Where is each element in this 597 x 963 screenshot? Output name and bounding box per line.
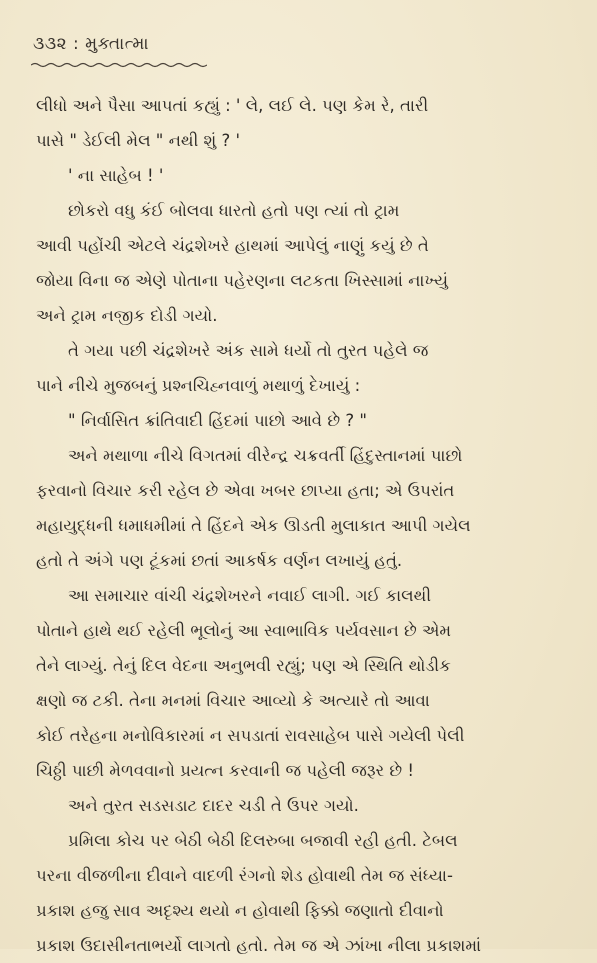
text-line: અને ટ્રામ નજીક દોડી ગયો.	[36, 306, 218, 325]
text-line: પાને નીચે મુજબનું પ્રશ્નચિહ્નવાળું મથાળું દેખાયું :	[36, 376, 361, 395]
text-line: આવી પહોંચી એટલે ચંદ્રશેખરે હાથમાં આપેલું નાણું કયું છે તે	[36, 236, 429, 255]
text-line: લીધો અને પૈસા આપતાં કહ્યું : ' લે, લઈ લે. પણ કેમ રે, તારી	[36, 96, 429, 115]
text-line: ફરવાનો વિચાર કરી રહેલ છે એવા ખબર છાપ્યા હતા; એ ઉપરાંત	[36, 481, 455, 500]
text-line: છોકરો વધુ કંઈ બોલવા ધારતો હતો પણ ત્યાં તો ટ્રામ	[68, 201, 400, 220]
text-line: હતો તે અંગે પણ ટૂંકમાં છતાં આકર્ષક વર્ણન લખાયું હતું.	[36, 551, 403, 570]
body-text	[36, 88, 568, 963]
text-line: તે ગયા પછી ચંદ્રશેખરે અંક સામે ધર્યો તો તુરત પહેલે જ	[68, 341, 429, 360]
text-line: અને મથાળા નીચે વિગતમાં વીરેન્દ્ર ચક્રવર્તી હિંદુસ્તાનમાં પાછો	[68, 446, 463, 465]
text-line: પરના વીજળીના દીવાને વાદળી રંગનો શેડ હોવાથી તેમ જ સંધ્યા-	[36, 866, 453, 885]
text-line: ક્ષણો જ ટકી. તેના મનમાં વિચાર આવ્યો કે અત્યારે તો આવા	[36, 691, 430, 710]
running-head-underline	[31, 62, 207, 68]
text-line: આ સમાચાર વાંચી ચંદ્રશેખરને નવાઈ લાગી. ગઈ કાલથી	[68, 586, 432, 605]
text-line: અને તુરત સડસડાટ દાદર ચડી તે ઉપર ગયો.	[68, 796, 359, 815]
text-line: મહાયુદ્ધની ધમાધમીમાં તે હિંદને એક ઊડતી મુલાકાત આપી ગયેલ	[36, 516, 471, 535]
text-line: પ્રકાશ ઉદાસીનતાભર્યો લાગતો હતો. તેમ જ એ ઝાંખા નીલા પ્રકાશમાં	[36, 936, 482, 955]
text-line: પ્રકાશ હજુ સાવ અદૃશ્ય થયો ન હોવાથી ફિક્કો જણાતો દીવાનો	[36, 901, 444, 920]
text-line: પોતાને હાથે થઈ રહેલી ભૂલોનું આ સ્વાભાવિક પર્યવસાન છે એમ	[36, 621, 452, 640]
text-line: જોયા વિના જ એણે પોતાના પહેરણના લટકતા ખિસ્સામાં નાખ્યું	[36, 271, 448, 290]
text-line: તેને લાગ્યું. તેનું દિલ વેદના અનુભવી રહ્યું; પણ એ સ્થિતિ થોડીક	[36, 656, 451, 675]
text-line: " નિર્વાસિત ક્રાંતિવાદી હિંદમાં પાછો આવે છે ? "	[68, 411, 367, 430]
text-line: પાસે " ડેઈલી મેલ " નથી શું ? '	[36, 131, 241, 150]
text-line: કોઈ તરેહના મનોવિકારમાં ન સપડાતાં રાવસાહેબ પાસે ગયેલી પેલી	[36, 726, 465, 745]
running-head: ૩૩૨ : મુક્તાત્મા	[33, 34, 150, 54]
text-line: ચિઠ્ઠી પાછી મેળવવાનો પ્રયત્ન કરવાની જ પહેલી જરૂર છે !	[36, 761, 415, 780]
text-line: પ્રમિલા કોચ પર બેઠી બેઠી દિલરુબા બજાવી રહી હતી. ટેબલ	[68, 831, 458, 850]
text-line: ' ના સાહેબ ! '	[68, 166, 164, 185]
